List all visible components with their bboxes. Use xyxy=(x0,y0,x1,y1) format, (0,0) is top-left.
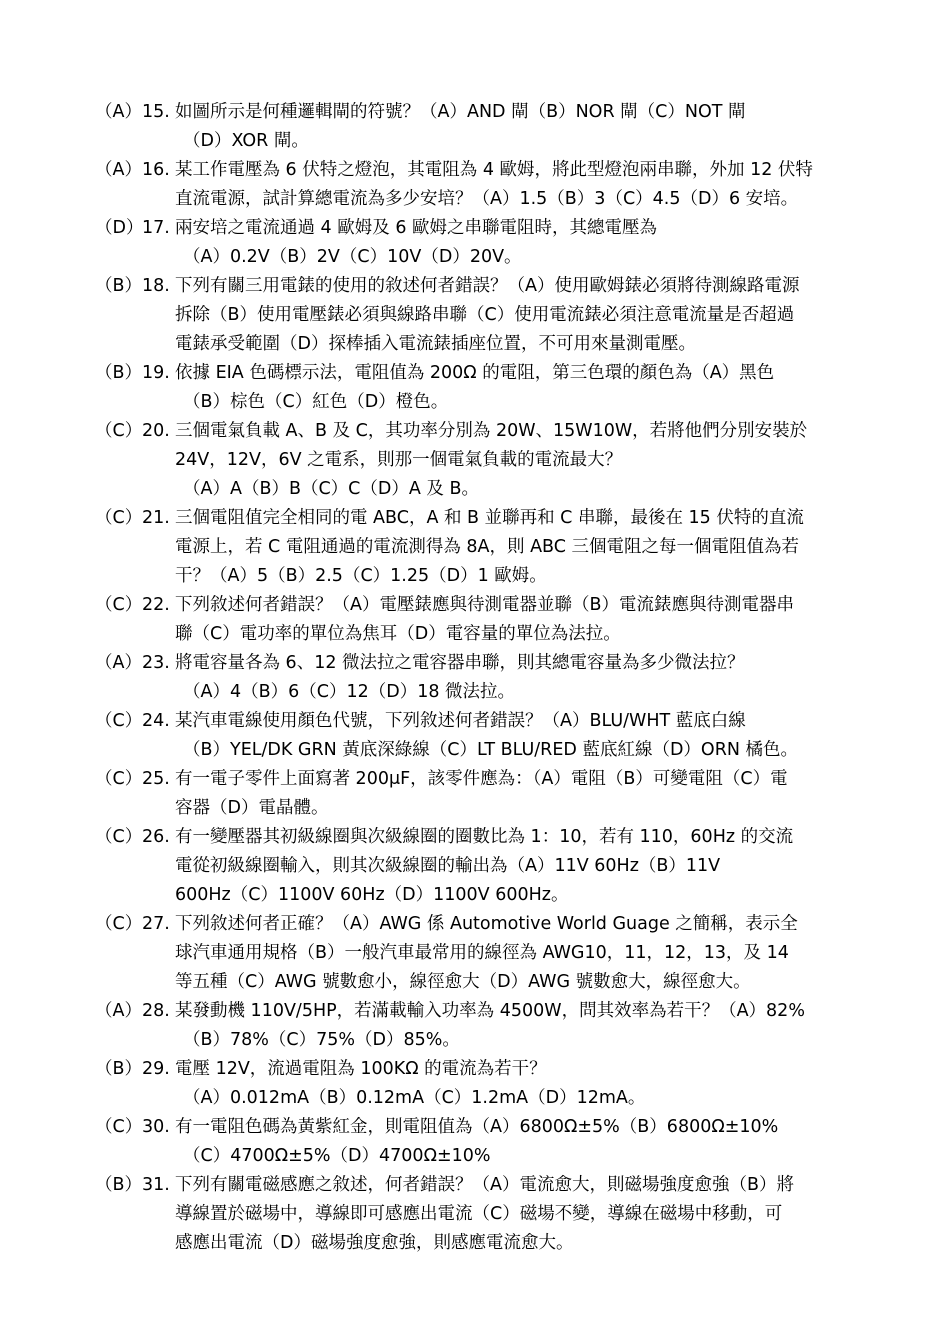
question-text xyxy=(175,1055,865,1113)
question-number: 29. xyxy=(142,1059,170,1079)
question-line: 有一電子零件上面寫著 200μF，該零件應為：（A）電阻（B）可變電阻（C）電 xyxy=(175,769,788,789)
question-text xyxy=(175,765,865,823)
question-line: 容器（D）電晶體。 xyxy=(175,798,329,818)
question-line: （A）A（B）B（C）C（D）A 及 B。 xyxy=(183,479,479,499)
question-text xyxy=(175,823,865,910)
question-line: （B）棕色（C）紅色（D）橙色。 xyxy=(183,392,449,412)
question-number: 18. xyxy=(142,276,170,296)
question-item xyxy=(95,1055,865,1113)
question-number: 19. xyxy=(142,363,170,383)
answer-key: （A） xyxy=(95,160,142,180)
question-line: （B）78%（C）75%（D）85%。 xyxy=(183,1030,460,1050)
answer-key: （A） xyxy=(95,102,142,122)
question-item xyxy=(95,214,865,272)
question-line: 等五種（C）AWG 號數愈小，線徑愈大（D）AWG 號數愈大，線徑愈大。 xyxy=(175,972,751,992)
question-line: 某工作電壓為 6 伏特之燈泡，其電阻為 4 歐姆，將此型燈泡兩串聯，外加 12 伏特 xyxy=(175,160,813,180)
question-item xyxy=(95,997,865,1055)
question-line: 下列敘述何者正確？（A）AWG 係 Automotive World Guage 之簡稱，表示全 xyxy=(175,914,798,934)
question-line: （A）4（B）6（C）12（D）18 微法拉。 xyxy=(183,682,516,702)
question-text xyxy=(175,214,865,272)
question-number: 17. xyxy=(142,218,170,238)
question-list xyxy=(95,98,865,1258)
question-text xyxy=(175,910,865,997)
answer-key: （B） xyxy=(95,1059,143,1079)
question-number: 27. xyxy=(142,914,170,934)
question-text xyxy=(175,417,865,504)
answer-key: （B） xyxy=(95,276,143,296)
question-line: （A）0.012mA（B）0.12mA（C）1.2mA（D）12mA。 xyxy=(183,1088,646,1108)
question-number: 22. xyxy=(142,595,170,615)
question-text xyxy=(175,359,865,417)
question-line: 三個電阻值完全相同的電 ABC，A 和 B 並聯再和 C 串聯，最後在 15 伏特的直流 xyxy=(175,508,804,528)
question-text xyxy=(175,1171,865,1258)
answer-key: （C） xyxy=(95,1117,143,1137)
question-number: 31. xyxy=(142,1175,170,1195)
question-text xyxy=(175,1113,865,1171)
question-line: 24V，12V，6V 之電系，則那一個電氣負載的電流最大？ xyxy=(175,450,623,470)
question-line: 下列敘述何者錯誤？（A）電壓錶應與待測電器並聯（B）電流錶應與待測電器串 xyxy=(175,595,794,615)
question-text xyxy=(175,156,865,214)
question-line: 電壓 12V，流過電阻為 100KΩ 的電流為若干？ xyxy=(175,1059,547,1079)
question-line: 某發動機 110V/5HP，若滿載輸入功率為 4500W，問其效率為若干？（A）82% xyxy=(175,1001,805,1021)
question-line: （A）0.2V（B）2V（C）10V（D）20V。 xyxy=(183,247,522,267)
question-line: 感應出電流（D）磁場強度愈強，則感應電流愈大。 xyxy=(175,1233,574,1253)
question-item xyxy=(95,910,865,997)
question-number: 15. xyxy=(142,102,170,122)
question-text xyxy=(175,649,865,707)
answer-key: （C） xyxy=(95,421,143,441)
question-number: 28. xyxy=(142,1001,170,1021)
question-line: 電從初級線圈輸入，則其次級線圈的輸出為（A）11V 60Hz（B）11V xyxy=(175,856,721,876)
question-line: 某汽車電線使用顏色代號，下列敘述何者錯誤？（A）BLU/WHT 藍底白線 xyxy=(175,711,746,731)
question-number: 25. xyxy=(142,769,170,789)
answer-key: （B） xyxy=(95,1175,143,1195)
question-item xyxy=(95,649,865,707)
question-line: （D）XOR 閘。 xyxy=(183,131,309,151)
question-line: 電源上，若 C 電阻通過的電流測得為 8A，則 ABC 三個電阻之每一個電阻值為若 xyxy=(175,537,800,557)
question-line: 聯（C）電功率的單位為焦耳（D）電容量的單位為法拉。 xyxy=(175,624,621,644)
question-line: 直流電源，試計算總電流為多少安培？（A）1.5（B）3（C）4.5（D）6 安培。 xyxy=(175,189,799,209)
question-line: 下列有關電磁感應之敘述，何者錯誤？（A）電流愈大，則磁場強度愈強（B）將 xyxy=(175,1175,794,1195)
question-line: 導線置於磁場中，導線即可感應出電流（C）磁場不變，導線在磁場中移動，可 xyxy=(175,1204,783,1224)
answer-key: （C） xyxy=(95,827,143,847)
question-text xyxy=(175,504,865,591)
answer-key: （C） xyxy=(95,711,143,731)
question-number: 23. xyxy=(142,653,170,673)
question-number: 30. xyxy=(142,1117,170,1137)
question-line: 三個電氣負載 A、B 及 C，其功率分別為 20W、15W10W，若將他們分別安裝於 xyxy=(175,421,808,441)
question-line: 如圖所示是何種邏輯閘的符號？（A）AND 閘（B）NOR 閘（C）NOT 閘 xyxy=(175,102,746,122)
question-line: 依據 EIA 色碼標示法，電阻值為 200Ω 的電阻，第三色環的顏色為（A）黑色 xyxy=(175,363,775,383)
question-line: 下列有關三用電錶的使用的敘述何者錯誤？（A）使用歐姆錶必須將待測線路電源 xyxy=(175,276,800,296)
question-item xyxy=(95,591,865,649)
question-line: 600Hz（C）1100V 60Hz（D）1100V 600Hz。 xyxy=(175,885,569,905)
answer-key: （C） xyxy=(95,595,143,615)
question-line: （C）4700Ω±5%（D）4700Ω±10% xyxy=(183,1146,491,1166)
question-line: 電錶承受範圍（D）探棒插入電流錶插座位置，不可用來量測電壓。 xyxy=(175,334,696,354)
answer-key: （A） xyxy=(95,653,142,673)
question-number: 26. xyxy=(142,827,170,847)
question-line: 兩安培之電流通過 4 歐姆及 6 歐姆之串聯電阻時，其總電壓為 xyxy=(175,218,658,238)
question-line: 有一電阻色碼為黃紫紅金，則電阻值為（A）6800Ω±5%（B）6800Ω±10% xyxy=(175,1117,779,1137)
answer-key: （D） xyxy=(95,218,144,238)
question-line: 干？（A）5（B）2.5（C）1.25（D）1 歐姆。 xyxy=(175,566,547,586)
question-item xyxy=(95,272,865,359)
answer-key: （C） xyxy=(95,914,143,934)
question-number: 24. xyxy=(142,711,170,731)
answer-key: （C） xyxy=(95,769,143,789)
question-line: 球汽車通用規格（B）一般汽車最常用的線徑為 AWG10，11，12，13，及 14 xyxy=(175,943,789,963)
question-line: 有一變壓器其初級線圈與次級線圈的圈數比為 1：10，若有 110，60Hz 的交流 xyxy=(175,827,794,847)
answer-key: （A） xyxy=(95,1001,142,1021)
question-item xyxy=(95,98,865,156)
question-number: 20. xyxy=(142,421,170,441)
question-text xyxy=(175,591,865,649)
question-item xyxy=(95,504,865,591)
question-item xyxy=(95,765,865,823)
question-item xyxy=(95,156,865,214)
question-line: （B）YEL/DK GRN 黃底深綠線（C）LT BLU/RED 藍底紅線（D）ORN 橘色。 xyxy=(183,740,799,760)
question-item xyxy=(95,1113,865,1171)
answer-key: （B） xyxy=(95,363,143,383)
question-line: 拆除（B）使用電壓錶必須與線路串聯（C）使用電流錶必須注意電流量是否超過 xyxy=(175,305,795,325)
answer-key: （C） xyxy=(95,508,143,528)
question-item xyxy=(95,417,865,504)
question-item xyxy=(95,707,865,765)
question-text xyxy=(175,997,865,1055)
question-item xyxy=(95,1171,865,1258)
question-number: 16. xyxy=(142,160,170,180)
question-text xyxy=(175,98,865,156)
question-text xyxy=(175,707,865,765)
question-text xyxy=(175,272,865,359)
question-item xyxy=(95,823,865,910)
question-line: 將電容量各為 6、12 微法拉之電容器串聯，則其總電容量為多少微法拉？ xyxy=(175,653,745,673)
question-item xyxy=(95,359,865,417)
question-number: 21. xyxy=(142,508,170,528)
